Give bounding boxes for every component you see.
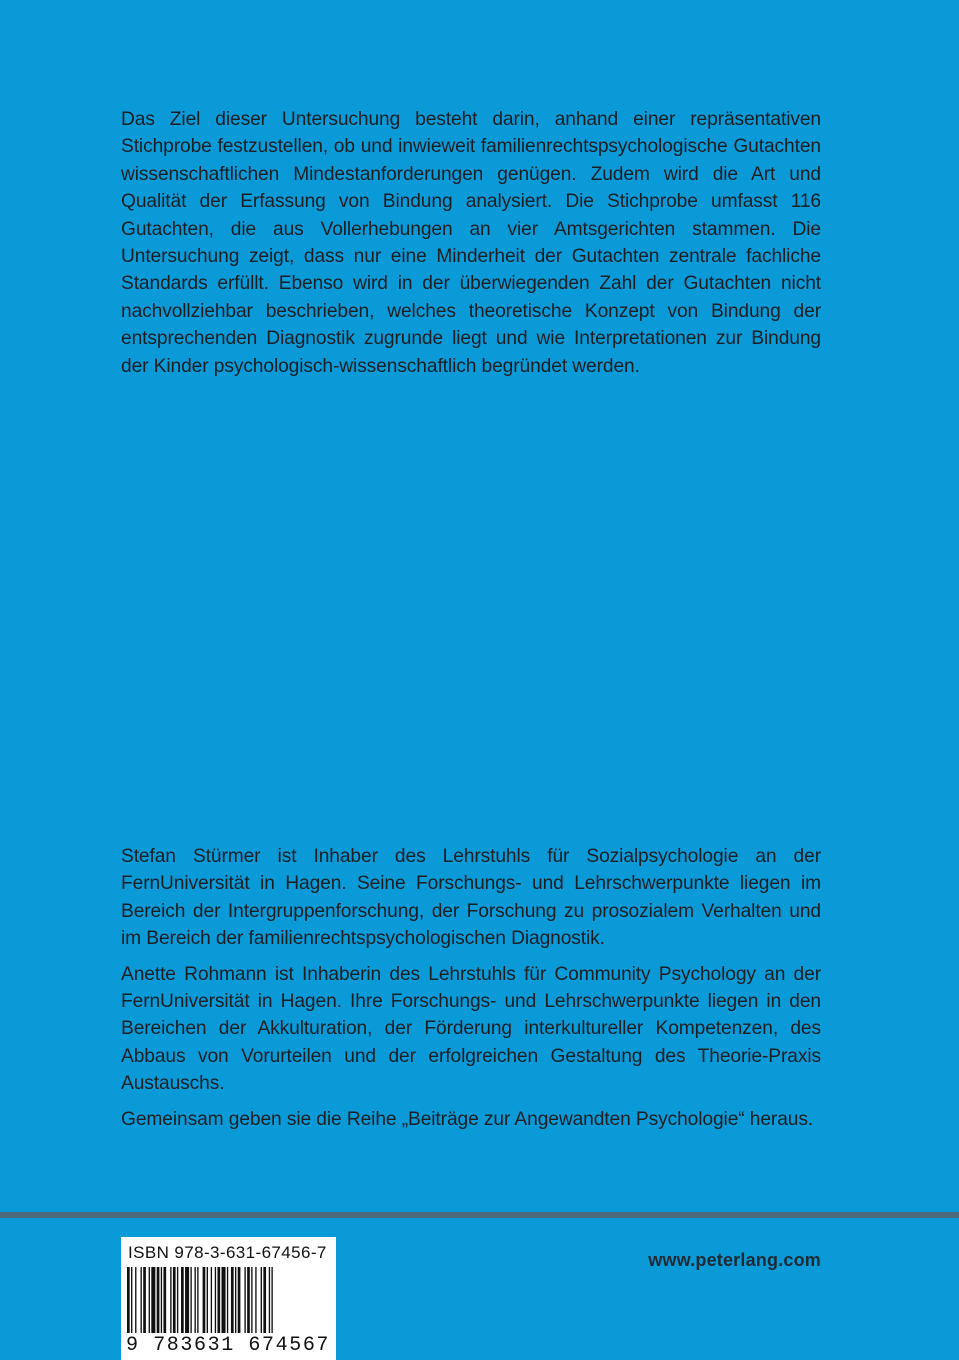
- barcode-bar: [244, 1267, 245, 1333]
- barcode-icon: [127, 1267, 329, 1333]
- publisher-url[interactable]: www.peterlang.com: [648, 1250, 821, 1270]
- barcode-bar: [151, 1267, 155, 1333]
- barcode-bar: [222, 1267, 226, 1333]
- abstract-text: Das Ziel dieser Untersuchung besteht darin, anhand einer repräsentativen Stichprobe festzustellen, ob und inwieweit familienrechtspsychologische Gutachten wissenschaftlichen Mindestanforderungen genügen. Zudem wird die Art und Qualität der Erfassung von Bindung analysiert. Die Stichprobe umfasst 116 Gutachten, die aus Vollerhebungen an vier Amtsgerichten stammen. Die Untersuchung zeigt, dass nur eine Minderheit der Gutachten zentrale fachliche Standards erfüllt. Ebenso wird in der überwiegenden Zahl der Gutachten nicht nachvollziehbar beschrieben, welches theoretische Konzept von Bindung der entsprechenden Diagnostik zugrunde liegt und wie Interpretationen zur Bindung der Kinder psychologisch-wissenschaftlich begründet werden.: [121, 109, 821, 377]
- barcode-bar: [261, 1267, 262, 1333]
- barcode-bar: [231, 1267, 234, 1333]
- barcode-bar: [269, 1267, 270, 1333]
- barcode-bar: [203, 1267, 206, 1333]
- barcode-bar: [263, 1267, 266, 1333]
- barcode-bar: [195, 1267, 196, 1333]
- barcode-bar: [181, 1267, 184, 1333]
- barcode-bar: [177, 1267, 178, 1333]
- barcode-bar: [163, 1267, 166, 1333]
- isbn-label: ISBN 978-3-631-67456-7: [128, 1243, 327, 1262]
- barcode-bar: [161, 1267, 162, 1333]
- barcode-bar: [197, 1267, 198, 1333]
- barcode-bar: [127, 1267, 130, 1333]
- barcode-bar: [251, 1267, 252, 1333]
- barcode-bar: [227, 1267, 228, 1333]
- barcode-bar: [190, 1267, 191, 1333]
- barcode-bar: [170, 1267, 171, 1333]
- barcode-bar: [211, 1267, 212, 1333]
- bio-stuermer: Stefan Stürmer ist Inhaber des Lehrstuhls für Sozialpsychologie an der FernUniversität in Hagen. Seine Forschungs- und Lehrschwerpunkte liegen im Bereich der Intergruppenforschung, der Forschung zu prosozialem Verhalten und im Bereich der familienrechtspsychologischen Diagnostik.: [121, 846, 821, 950]
- barcode-bar: [141, 1267, 142, 1333]
- barcode-bar: [255, 1267, 256, 1333]
- author-bios: [121, 843, 821, 1141]
- barcode-bar: [247, 1267, 250, 1333]
- abstract-block: [121, 106, 821, 380]
- footer-divider: [0, 1212, 959, 1218]
- barcode-bar: [149, 1267, 150, 1333]
- bio-rohmann: Anette Rohmann ist Inhaberin des Lehrstuhls für Community Psychology an der FernUniversität in Hagen. Ihre Forschungs- und Lehrschwerpunkte liegen in den Bereichen der Akkulturation, der Förderung interkultureller Kompetenzen, des Abbaus von Vorurteilen und der erfolgreichen Gestaltung des Theorie-Praxis Austauschs.: [121, 963, 821, 1095]
- barcode-bar: [215, 1267, 216, 1333]
- barcode-bar: [271, 1267, 272, 1333]
- barcode-bar: [185, 1267, 189, 1333]
- barcode-bar: [207, 1267, 208, 1333]
- barcode-bar: [238, 1267, 241, 1333]
- barcode-bar: [143, 1267, 146, 1333]
- barcode-bar: [157, 1267, 160, 1333]
- isbn-digits: 9 783631 674567: [126, 1334, 331, 1357]
- barcode-bar: [173, 1267, 176, 1333]
- barcode-bar: [235, 1267, 236, 1333]
- isbn-barcode-box: [121, 1237, 336, 1360]
- barcode-bar: [131, 1267, 132, 1333]
- barcode-bar: [135, 1267, 136, 1333]
- barcode-bar: [217, 1267, 220, 1333]
- series-note: Gemeinsam geben sie die Reihe „Beiträge zur Angewandten Psychologie“ heraus.: [121, 1108, 814, 1130]
